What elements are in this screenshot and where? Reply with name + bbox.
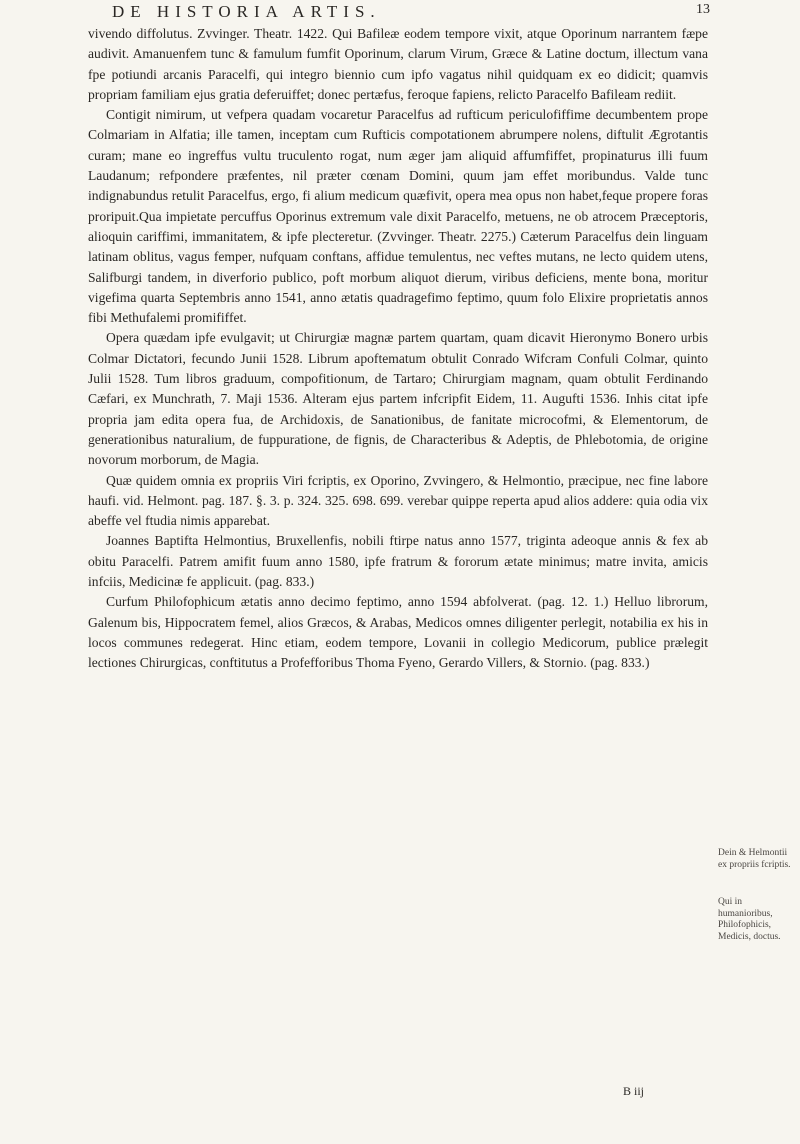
margin-note: Qui in humanioribus, Philofophicis, Medicis, doctus. [718, 897, 781, 942]
paragraph: Quæ quidem omnia ex propriis Viri fcriptis, ex Oporino, Zvvingero, & Helmontio, præcipue, nec fine labore haufi. vid. Helmont. pag. 187. §. 3. p. 324. 325. 698. 699. verebar quippe reperta apud alios addere: quia odia vix abeffe vel ftudia nimis apparebat. [88, 472, 708, 529]
margin-note: Dein & Helmontii ex propriis fcriptis. [718, 848, 791, 870]
signature-mark: B iij [623, 1084, 645, 1098]
paragraph: Joannes Baptifta Helmontius, Bruxellenfis, nobili ftirpe natus anno 1577, triginta adeoque annis & fex ab obitu Paracelfi. Patrem amifit fuum anno 1580, ipfe fratrum & fororum ætate minimus; matre invita, amicis infciis, Medicinæ fe applicuit. (pag. 833.) [88, 533, 708, 590]
paragraph: Curfum Philofophicum ætatis anno decimo feptimo, anno 1594 abfolverat. (pag. 12. 1.) Helluo librorum, Galenum bis, Hippocratem femel, alios Græcos, & Arabas, Medicos omnes diligenter perlegit, notabilia ex his in locos communes redegerat. Hinc etiam, eodem tempore, Lovanii in collegio Medicorum, publice prælegit lectiones Chirurgicas, conftitutus a Profefforibus Thoma Fyeno, Gerardo Villers, & Stornio. (pag. 833.) [88, 594, 708, 671]
running-head: DE HISTORIA ARTIS. [112, 2, 381, 21]
main-text [88, 24, 708, 674]
paragraph: vivendo diffolutus. Zvvinger. Theatr. 1422. Qui Bafileæ eodem tempore vixit, atque Oporinum narrantem fæpe audivit. Amanuenfem tunc & famulum fumfit Oporinum, clarum Virum, Græce & Latine doctum, illectum vana fpe potiundi arcanis Paracelfi, qui integro biennio cum ipfo vagatus nihil quidquam ex eo didicit; quamvis propriam familiam ejus gratia deferuiffet; donec pertæfus, feroque fapiens, relicto Paracelfo Bafileam rediit. [88, 26, 708, 102]
paragraph: Opera quædam ipfe evulgavit; ut Chirurgiæ magnæ partem quartam, quam dicavit Hieronymo Bonero urbis Colmar Dictatori, fecundo Junii 1528. Librum apoftematum obtulit Conrado Wifcram Confuli Colmar, quinto Julii 1528. Tum libros graduum, compofitionum, de Tartaro; Chirurgiam magnam, quam obtulit Ferdinando Cæfari, ex Munchrath, 7. Maji 1536. Alteram ejus partem infcripfit Eidem, 11. Augufti 1536. Inhis citat ipfe propria jam edita opera fua, de Archidoxis, de Sanationibus, de fanitate microcofmi, & Elementorum, de generationibus naturalium, de fuppuratione, de fignis, de Characteribus & Adeptis, de Phlebotomia, de origine novorum morborum, de Magia. [88, 330, 708, 468]
paragraph: Contigit nimirum, ut vefpera quadam vocaretur Paracelfus ad rufticum periculofiffime decumbentem prope Colmariam in Alfatia; ille tamen, inceptam cum Rufticis compotationem abrumpere nolens, diftulit Ægrotantis curam; mane eo ingreffus vultu truculento rogat, num æger jam aliquid affumfiffet, propinaturus illi fuum Laudanum; refpondere præfentes, nil præter cœnam Domini, quum jam effet moribundus. Valde tunc indignabundus retulit Paracelfus, ergo, fi alium medicum quæfivit, opera mea opus non habet,feque propere foras proripuit.Qua impietate percuffus Oporinus extremum vale dixit Paracelfo, metuens, ne ob atrocem Præceptoris, alioquin cariffimi, immanitatem, & ipfe plecteretur. (Zvvinger. Theatr. 2275.) Cæterum Paracelfus dein linguam latinam oblitus, vagus femper, nufquam conftans, affidue temulentus, nec veftes mutans, ne lecto quidem utens, Salifburgi tandem, in diverforio publico, poft morbum aliquot dierum, viribus deficiens, mente bona, moritur vigefima quarta Septembris anno 1541, anno ætatis quadragefimo feptimo, quum folo Elixire proprietatis annos fibi Methufalemi promififfet. [88, 107, 708, 326]
page-number: 13 [696, 2, 710, 17]
